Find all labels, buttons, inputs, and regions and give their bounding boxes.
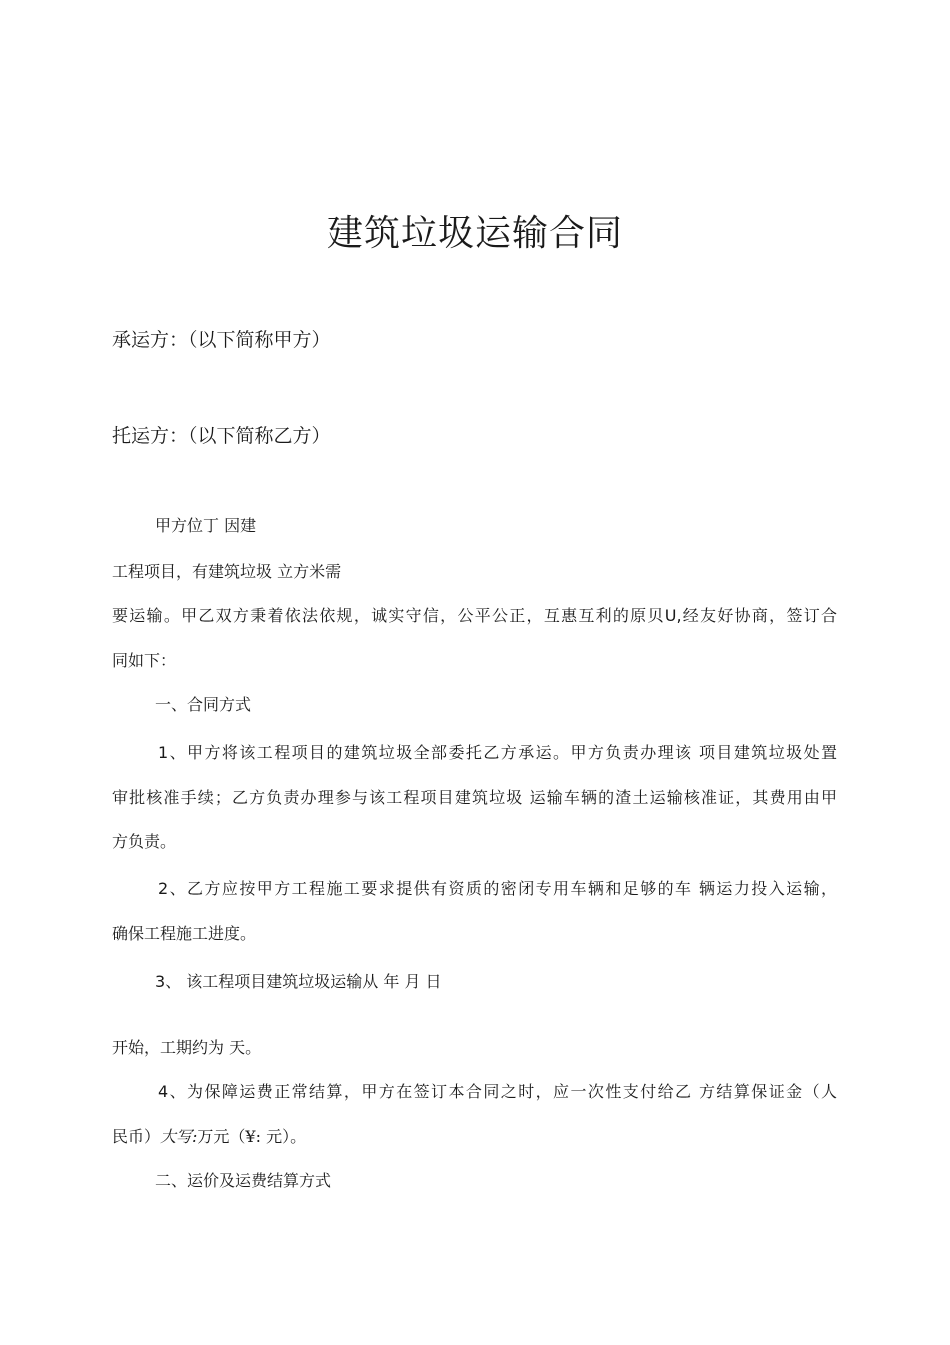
clause-1-line-3: 方负责。 <box>112 832 177 851</box>
clause-2-line-1 <box>158 876 837 902</box>
section-1-heading: 一、合同方式 <box>155 695 252 714</box>
clause-4-line-1 <box>158 1079 837 1105</box>
clause-4-text-1: 、为保障运费正常结算，甲方在签订本合同之时，应一次性支付给乙 方结算保证金（人 <box>168 1082 837 1101</box>
clause-3-text-1: 、 该工程项目建筑垃圾运输从 年 月 日 <box>165 972 442 991</box>
document-title: 建筑垃圾运输合同 <box>326 213 623 254</box>
clause-2-number: 2 <box>158 879 169 898</box>
clause-3-line-2: 开始，工期约为 天。 <box>112 1038 262 1057</box>
intro-line-3 <box>112 603 837 629</box>
intro-line-3-part-c: 经友好协商，签订合 <box>681 606 837 625</box>
clause-3-number: 3 <box>155 972 166 991</box>
intro-line-2: 工程项目，有建筑垃圾 立方米需 <box>112 562 342 581</box>
clause-1-line-1 <box>158 740 837 766</box>
clause-1-text-1: 、甲方将该工程项目的建筑垃圾全部委托乙方承运。甲方负责办理该 项目建筑垃圾处置 <box>168 743 837 762</box>
intro-line-3-part-a: 要运输。甲乙双方秉着依法依规，诚实守信，公平公正，互惠互利的原贝 <box>112 606 665 625</box>
party-a-line: 承运方：（以下简称甲方） <box>112 329 331 351</box>
intro-line-4: 同如下： <box>112 651 177 670</box>
clause-4-text-2c: 万元（¥: 元）。 <box>197 1127 307 1146</box>
section-2-heading: 二、运价及运费结算方式 <box>155 1171 332 1190</box>
intro-line-1: 甲方位丁 因建 <box>155 516 257 535</box>
clause-4-text-2a: 民币） <box>112 1127 161 1146</box>
clause-4-line-2 <box>112 1124 306 1150</box>
intro-line-3-part-b: U, <box>664 606 682 625</box>
clause-3-line-1 <box>155 969 442 995</box>
clause-2-line-2: 确保工程施工进度。 <box>112 924 257 943</box>
clause-1-number: 1 <box>158 743 169 762</box>
clause-4-number: 4 <box>158 1082 169 1101</box>
clause-2-text-1: 、乙方应按甲方工程施工要求提供有资质的密闭专用车辆和足够的车 辆运力投入运输， <box>168 879 837 898</box>
clause-1-line-2: 审批核准手续；乙方负责办理参与该工程项目建筑垃圾 运输车辆的渣土运输核准证，其费用由甲 <box>112 788 837 807</box>
party-b-line: 托运方：（以下简称乙方） <box>112 425 331 447</box>
clause-4-text-2b: 大写: <box>160 1127 198 1146</box>
